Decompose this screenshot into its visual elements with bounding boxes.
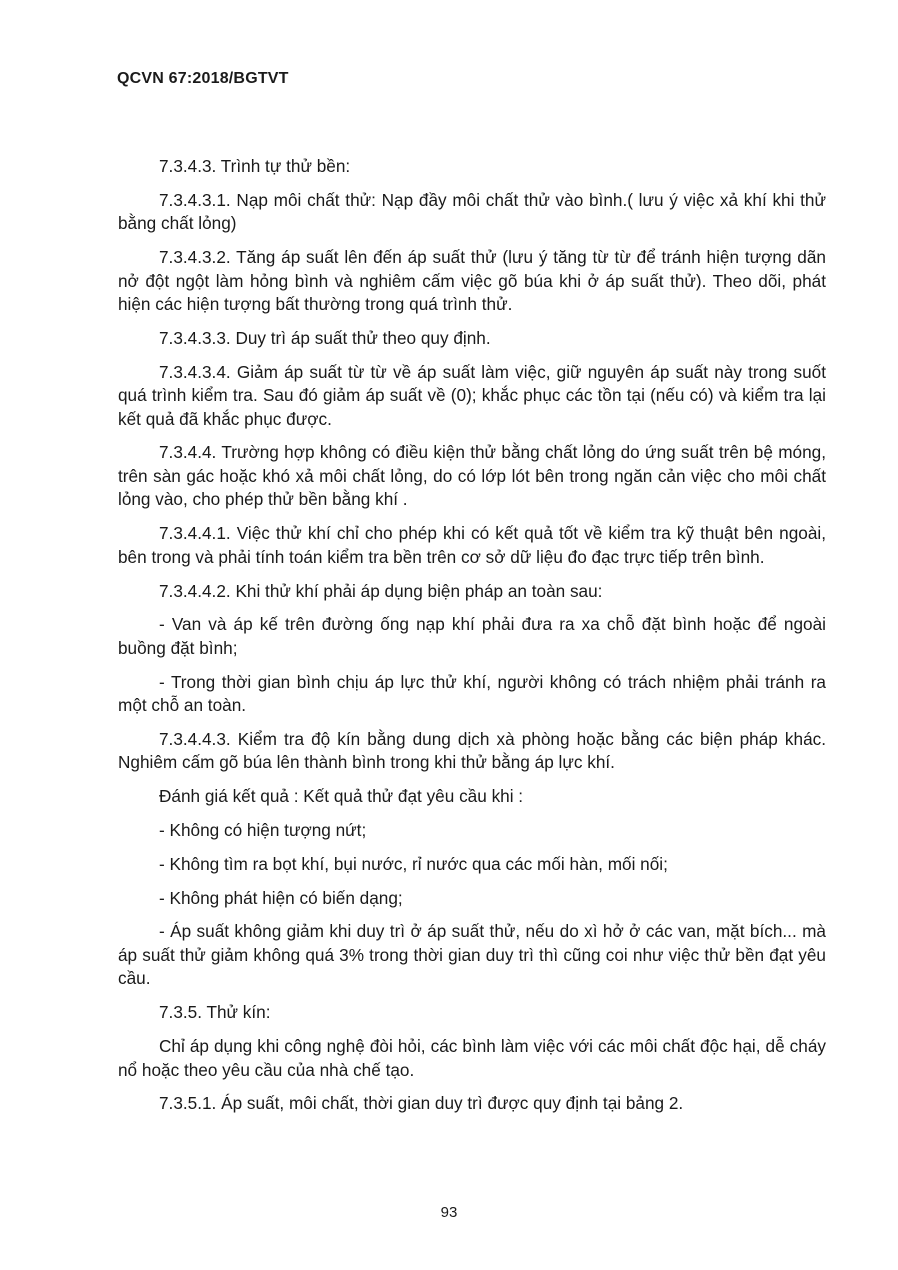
paragraph: - Trong thời gian bình chịu áp lực thử khí, người không có trách nhiệm phải tránh ra một chỗ an toàn. (118, 671, 826, 716)
paragraph: - Không có hiện tượng nứt; (159, 820, 367, 841)
paragraph: - Không phát hiện có biến dạng; (159, 887, 403, 908)
paragraph: 7.3.4.3.3. Duy trì áp suất thử theo quy định. (159, 327, 491, 348)
paragraph: - Van và áp kế trên đường ống nạp khí phải đưa ra xa chỗ đặt bình hoặc để ngoài buồng đặt bình; (118, 614, 826, 658)
paragraph: 7.3.4.3.4. Giảm áp suất từ từ về áp suất làm việc, giữ nguyên áp suất này trong suốt quá trình kiểm tra. Sau đó giảm áp suất về (0); khắc phục các tồn tại (nếu có) và kiểm tra lại kết quả đã khắc phục được. (118, 361, 826, 429)
paragraph: Đánh giá kết quả : Kết quả thử đạt yêu cầu khi : (159, 786, 524, 807)
paragraph: 7.3.5. Thử kín: (159, 1002, 271, 1023)
paragraph: Chỉ áp dụng khi công nghệ đòi hỏi, các bình làm việc với các môi chất độc hại, dễ cháy nổ hoặc theo yêu cầu của nhà chế tạo. (118, 1036, 826, 1080)
document-body (118, 155, 826, 1126)
paragraph: 7.3.4.4. Trường hợp không có điều kiện thử bằng chất lỏng do ứng suất trên bệ móng, trên sàn gác hoặc khó xả môi chất lỏng, do có lớp lót bên trong ngăn cản việc cho môi chất lỏng vào, cho phép thử bền bằng khí . (118, 442, 826, 510)
paragraph: - Không tìm ra bọt khí, bụi nước, rỉ nước qua các mối hàn, mối nối; (159, 853, 668, 874)
paragraph: - Áp suất không giảm khi duy trì ở áp suất thử, nếu do xì hở ở các van, mặt bích... mà áp suất thử giảm không quá 3% trong thời gian duy trì thì cũng coi như việc thử bền đạt yêu cầu. (118, 921, 826, 989)
paragraph: 7.3.4.3.1. Nạp môi chất thử: Nạp đầy môi chất thử vào bình.( lưu ý việc xả khí khi thử bằng chất lỏng) (118, 189, 826, 234)
document-header-code: QCVN 67:2018/BGTVT (117, 70, 289, 87)
paragraph: 7.3.5.1. Áp suất, môi chất, thời gian duy trì được quy định tại bảng 2. (159, 1093, 684, 1114)
paragraph: 7.3.4.3.2. Tăng áp suất lên đến áp suất thử (lưu ý tăng từ từ để tránh hiện tượng dãn nở đột ngột làm hỏng bình và nghiêm cấm việc gõ búa khi ở áp suất thử). Theo dõi, phát hiện các hiện tượng bất thường trong quá trình thử. (118, 247, 826, 315)
paragraph: 7.3.4.3. Trình tự thử bền: (159, 156, 351, 176)
paragraph: 7.3.4.4.2. Khi thử khí phải áp dụng biện pháp an toàn sau: (159, 580, 603, 601)
paragraph: 7.3.4.4.1. Việc thử khí chỉ cho phép khi có kết quả tốt về kiểm tra kỹ thuật bên ngoài, bên trong và phải tính toán kiểm tra bền trên cơ sở dữ liệu đo đạc trực tiếp trên bình. (118, 523, 826, 567)
paragraph: 7.3.4.4.3. Kiểm tra độ kín bằng dung dịch xà phòng hoặc bằng các biện pháp khác. Nghiêm cấm gõ búa lên thành bình trong khi thử bằng áp lực khí. (118, 728, 826, 773)
page-number: 93 (440, 1204, 458, 1221)
